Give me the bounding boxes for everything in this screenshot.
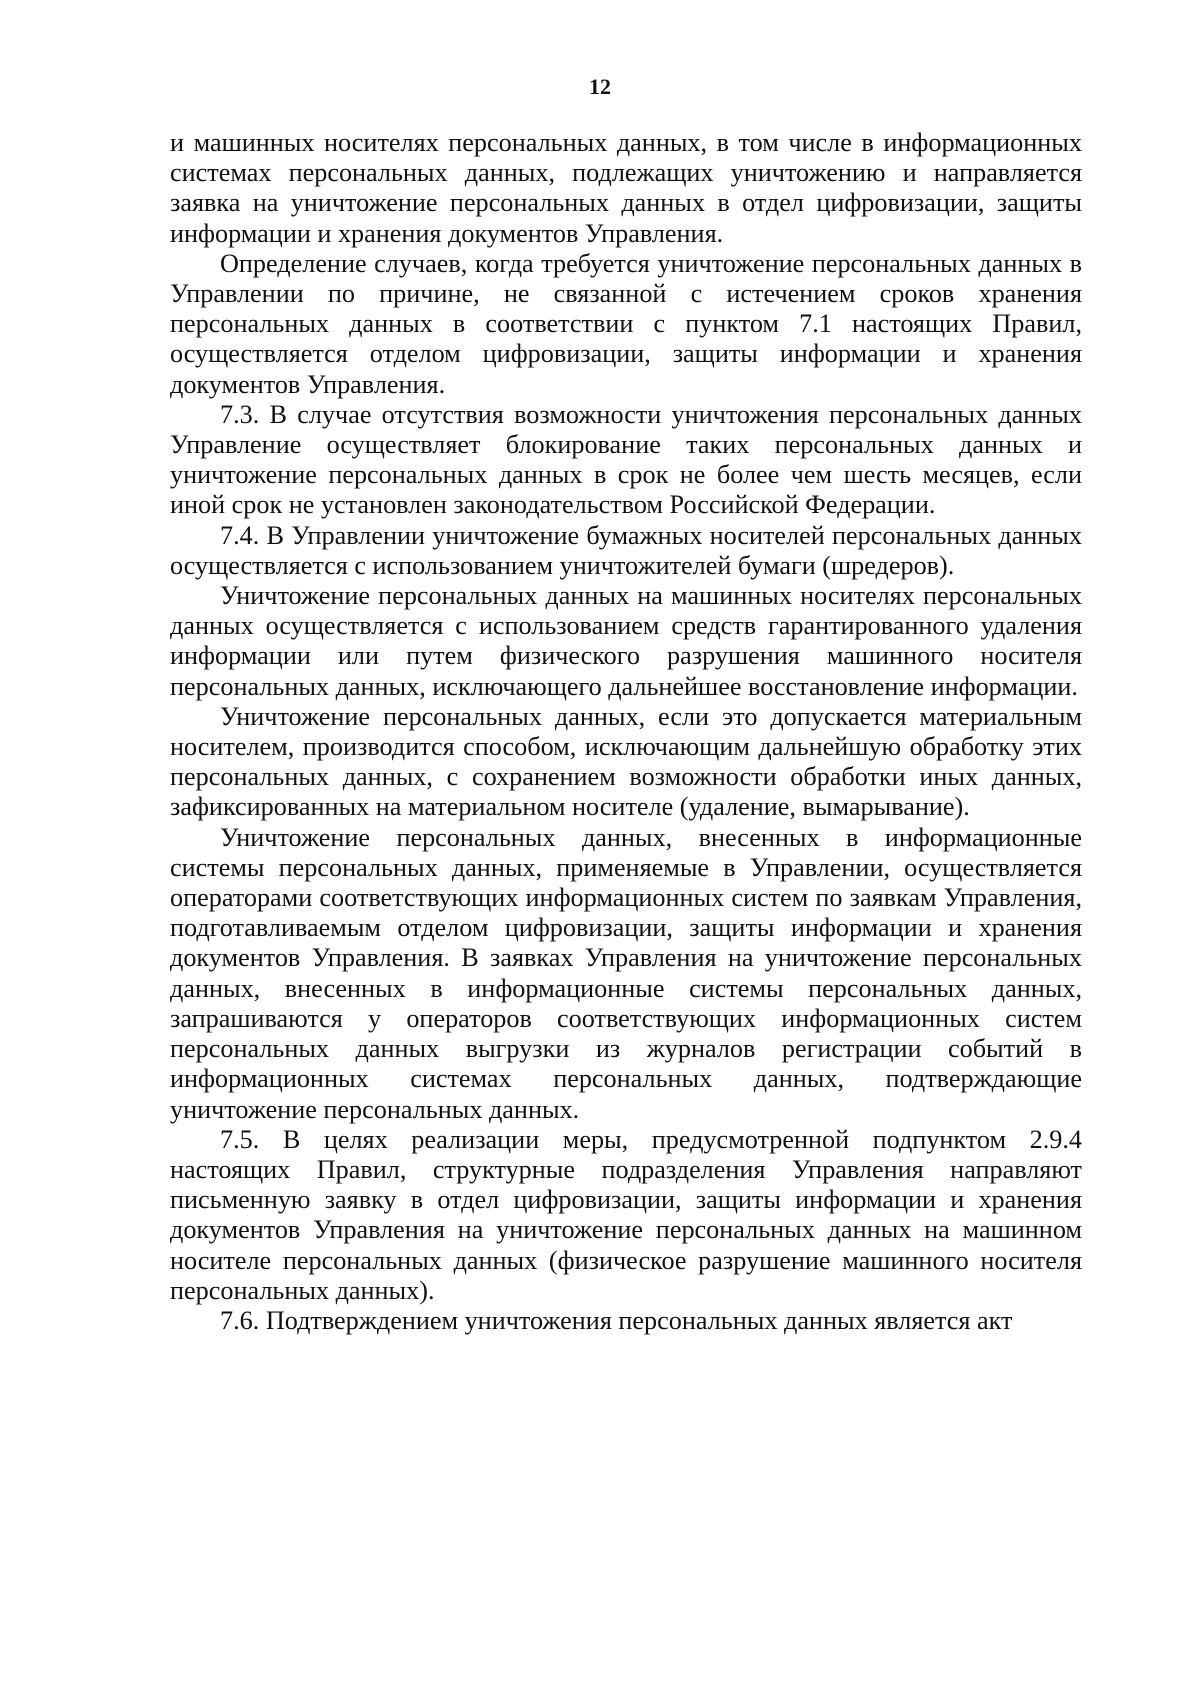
paragraph-7-6: 7.6. Подтверждением уничтожения персональных данных является акт [220, 1305, 1013, 1335]
paragraph: Уничтожение персональных данных на машинных носителях персональных данных осуществляется с использованием средств гарантированного удаления информации или путем физического разрушения машинного носителя персональных данных, исключающего дальнейшее восстановление информации. [170, 581, 1082, 701]
paragraph: Уничтожение персональных данных, внесенных в информационные системы персональных данных, применяемые в Управлении, осуществляется операторами соответствующих информационных систем по заявкам Управления, подготавливаемым отделом цифровизации, защиты информации и хранения документов Управления. В заявках Управления на уничтожение персональных данных, внесенных в информационные системы персональных данных, запрашиваются у операторов соответствующих информационных систем персональных данных выгрузки из журналов регистрации событий в информационных системах персональных данных, подтверждающие уничтожение персональных данных. [170, 822, 1082, 1124]
paragraph: Уничтожение персональных данных, если это допускается материальным носителем, производится способом, исключающим дальнейшую обработку этих персональных данных, с сохранением возможности обработки иных данных, зафиксированных на материальном носителе (удаление, вымарывание). [170, 701, 1082, 822]
paragraph-continuation: и машинных носителях персональных данных, в том числе в информационных системах персональных данных, подлежащих уничтожению и направляется заявка на уничтожение персональных данных в отдел цифровизации, защиты информации и хранения документов Управления. [170, 128, 1082, 248]
paragraph-7-4: 7.4. В Управлении уничтожение бумажных носителей персональных данных осуществляется с использованием уничтожителей бумаги (шредеров). [170, 520, 1082, 580]
paragraph-7-5: 7.5. В целях реализации меры, предусмотренной подпунктом 2.9.4 настоящих Правил, структурные подразделения Управления направляют письменную заявку в отдел цифровизации, защиты информации и хранения документов Управления на уничтожение персональных данных на машинном носителе персональных данных (физическое разрушение машинного носителя персональных данных). [170, 1124, 1082, 1305]
document-body [170, 128, 1082, 1336]
page-number: 12 [589, 74, 611, 99]
paragraph: Определение случаев, когда требуется уничтожение персональных данных в Управлении по причине, не связанной с истечением сроков хранения персональных данных в соответствии с пунктом 7.1 настоящих Правил, осуществляется отделом цифровизации, защиты информации и хранения документов Управления. [170, 248, 1082, 399]
paragraph-7-3: 7.3. В случае отсутствия возможности уничтожения персональных данных Управление осуществляет блокирование таких персональных данных и уничтожение персональных данных в срок не более чем шесть месяцев, если иной срок не установлен законодательством Российской Федерации. [170, 399, 1082, 520]
